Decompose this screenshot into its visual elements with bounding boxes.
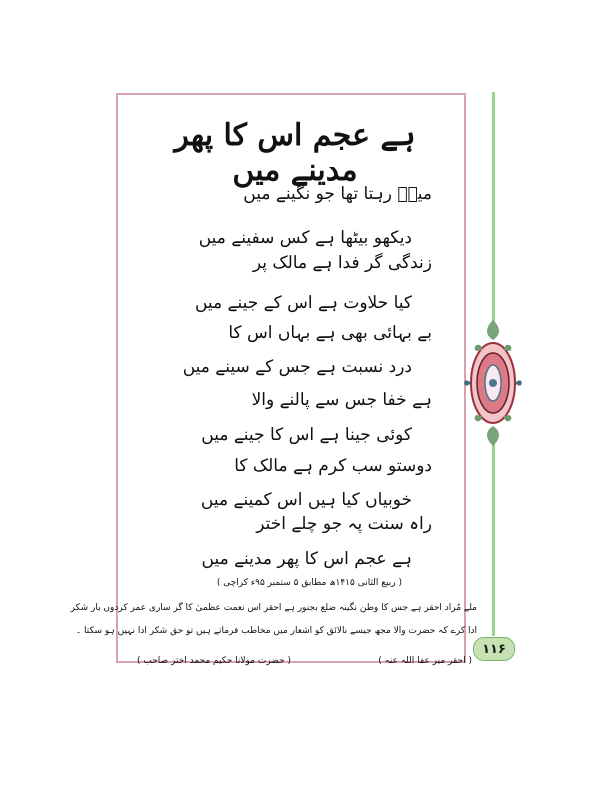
credit-right: ( احقر میر عفا اللہ عنہ ): [378, 656, 472, 666]
poem-line: درد نسبت ہے جس کے سینے میں: [182, 357, 412, 377]
poem-line: دیکھو بیٹھا ہے کس سفینے میں: [198, 228, 412, 248]
footnote-line: ادا کرے کہ حضرت والا مجھ جیسے نالائق کو اشعار میں مخاطب فرماتے ہیں تو حق شکر ادا نہیں ہو سکتا ۔: [75, 626, 477, 636]
poem-line: بے بہائی بھی ہے بہاں اس کا: [228, 323, 432, 343]
poem-line: خوبیاں کیا ہیں اس کمینے میں: [200, 490, 412, 510]
footnote-line: ملے مُراد احقر ہے جس کا وطن نگینہ ضلع بجنور ہے احقر اس نعمت عظمیٰ کا گر ساری عمر کردوں بار شکر: [70, 603, 477, 613]
credit-left: ( حضرت مولانا حکیم محمد اختر صاحب ): [137, 656, 292, 666]
page-number: ۱۱۶: [473, 637, 515, 661]
poem-line: زندگی گر فدا ہے مالک پر: [252, 253, 432, 273]
poem-line: میرؔ رہتا تھا جو نگینے میں: [243, 184, 432, 204]
poem-line: دوستو سب کرم ہے مالک کا: [234, 456, 432, 476]
poem-line: کیا حلاوت ہے اس کے جینے میں: [194, 293, 412, 313]
poem-line: ہے عجم اس کا پھر مدینے میں: [201, 549, 412, 569]
poem-line: کوئی جینا ہے اس کا جینے میں: [201, 425, 412, 445]
side-line-top: [492, 92, 495, 328]
poem-line: راہ سنت پہ جو چلے اختر: [256, 514, 432, 534]
date-note: ( ربیع الثانی ۱۴۱۵ھ مطابق ۵ ستمبر ۹۵ء کراچی ): [216, 578, 402, 588]
floral-ornament-icon: [462, 318, 524, 448]
poem-title: ہے عجم اس کا پھر مدینے میں: [174, 118, 416, 188]
side-line-bottom: [492, 438, 495, 636]
poem-line: ہے خفا جس سے پالنے والا: [251, 390, 432, 410]
